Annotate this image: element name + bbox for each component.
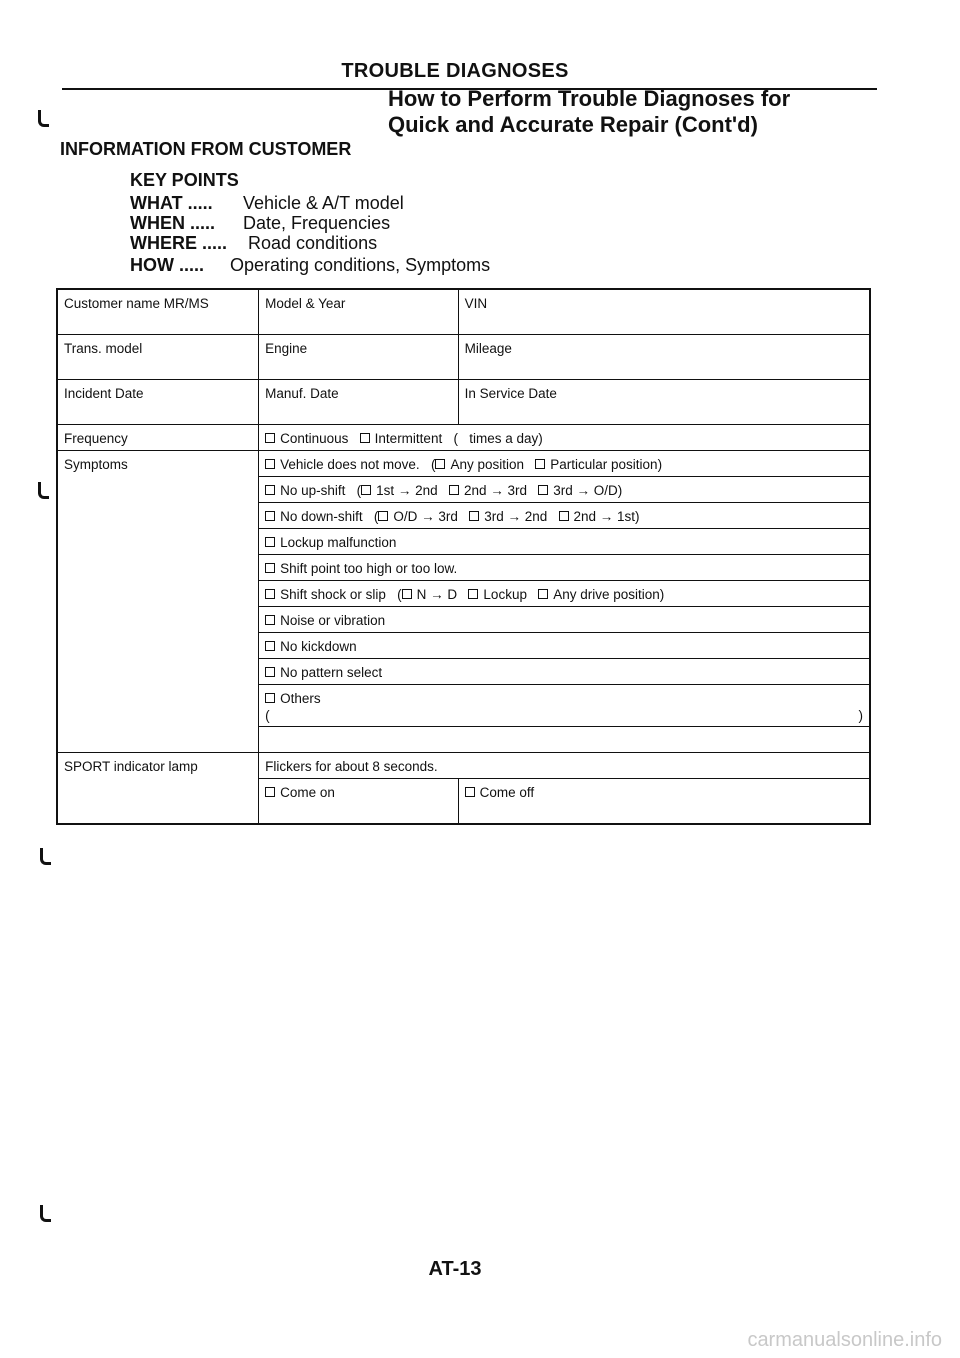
no-downshift-checkbox[interactable] xyxy=(265,511,275,521)
engine-field[interactable]: Engine xyxy=(259,334,459,379)
sport-indicator-label: SPORT indicator lamp xyxy=(57,752,259,824)
page-header-title: TROUBLE DIAGNOSES xyxy=(341,60,569,82)
margin-tick-icon xyxy=(38,110,49,127)
form-row-trans xyxy=(57,334,870,379)
upshift-2nd-3rd-checkbox[interactable] xyxy=(449,485,459,495)
vin-field[interactable]: VIN xyxy=(458,289,870,334)
frequency-intermittent-checkbox[interactable] xyxy=(360,433,370,443)
incident-date-field[interactable]: Incident Date xyxy=(57,379,259,424)
no-upshift-checkbox[interactable] xyxy=(265,485,275,495)
no-pattern-select-checkbox[interactable] xyxy=(265,667,275,677)
symptom-row: Shift point too high or too low. xyxy=(57,554,870,580)
symptom-row: Noise or vibration xyxy=(57,606,870,632)
downshift-2nd-1st-checkbox[interactable] xyxy=(559,511,569,521)
frequency-options: Continuous Intermittent ( times a day) xyxy=(259,424,870,450)
shift-shock-checkbox[interactable] xyxy=(265,589,275,599)
lockup-malfunction-checkbox[interactable] xyxy=(265,537,275,547)
mileage-field[interactable]: Mileage xyxy=(458,334,870,379)
upshift-3rd-od-checkbox[interactable] xyxy=(538,485,548,495)
others-input[interactable]: ( ) xyxy=(265,707,863,723)
symptom-row: No kickdown xyxy=(57,632,870,658)
symptom-row: No down-shift ( O/D → 3rd 3rd → 2nd 2nd → 1st) xyxy=(57,502,870,528)
customer-name-field[interactable]: Customer name MR/MS xyxy=(57,289,259,334)
shock-lockup-checkbox[interactable] xyxy=(468,589,478,599)
manuf-date-field[interactable]: Manuf. Date xyxy=(259,379,459,424)
symptom-row: No up-shift ( 1st → 2nd 2nd → 3rd 3rd → O/D) xyxy=(57,476,870,502)
sport-options-row: Come on Come off xyxy=(57,778,870,824)
trans-model-field[interactable]: Trans. model xyxy=(57,334,259,379)
no-kickdown-checkbox[interactable] xyxy=(265,641,275,651)
come-off-checkbox[interactable] xyxy=(465,787,475,797)
shift-point-checkbox[interactable] xyxy=(265,563,275,573)
symptom-row: Shift shock or slip ( N → D Lockup Any drive position) xyxy=(57,580,870,606)
form-row-frequency xyxy=(57,424,870,450)
shock-any-drive-checkbox[interactable] xyxy=(538,589,548,599)
symptom-row-others: Others ( ) xyxy=(57,684,870,726)
margin-tick-icon xyxy=(40,1205,51,1222)
symptoms-label: Symptoms xyxy=(57,450,259,752)
downshift-od-3rd-checkbox[interactable] xyxy=(378,511,388,521)
customer-info-form xyxy=(56,288,871,825)
watermark: carmanualsonline.info xyxy=(747,1329,942,1351)
page-number: AT-13 xyxy=(428,1258,482,1280)
frequency-continuous-checkbox[interactable] xyxy=(265,433,275,443)
symptom-row: Symptoms Vehicle does not move. ( Any position Particular position) xyxy=(57,450,870,476)
model-year-field[interactable]: Model & Year xyxy=(259,289,459,334)
symptom-not-move-checkbox[interactable] xyxy=(265,459,275,469)
downshift-3rd-2nd-checkbox[interactable] xyxy=(469,511,479,521)
others-checkbox[interactable] xyxy=(265,693,275,703)
sport-row: SPORT indicator lamp Flickers for about 8 seconds. xyxy=(57,752,870,778)
subtitle-line-2: Quick and Accurate Repair (Cont'd) xyxy=(388,112,758,137)
frequency-label: Frequency xyxy=(57,424,259,450)
section-title: INFORMATION FROM CUSTOMER xyxy=(60,139,352,159)
any-position-checkbox[interactable] xyxy=(435,459,445,469)
in-service-date-field[interactable]: In Service Date xyxy=(458,379,870,424)
page-subtitle xyxy=(388,86,790,138)
symptom-row: Lockup malfunction xyxy=(57,528,870,554)
form-row-customer xyxy=(57,289,870,334)
symptom-row: No pattern select xyxy=(57,658,870,684)
subtitle-line-1: How to Perform Trouble Diagnoses for xyxy=(388,86,791,111)
form-row-dates xyxy=(57,379,870,424)
shock-n-d-checkbox[interactable] xyxy=(402,589,412,599)
upshift-1st-2nd-checkbox[interactable] xyxy=(361,485,371,495)
come-on-checkbox[interactable] xyxy=(265,787,275,797)
noise-vibration-checkbox[interactable] xyxy=(265,615,275,625)
margin-tick-icon xyxy=(38,482,49,499)
particular-position-checkbox[interactable] xyxy=(535,459,545,469)
margin-tick-icon xyxy=(40,848,51,865)
